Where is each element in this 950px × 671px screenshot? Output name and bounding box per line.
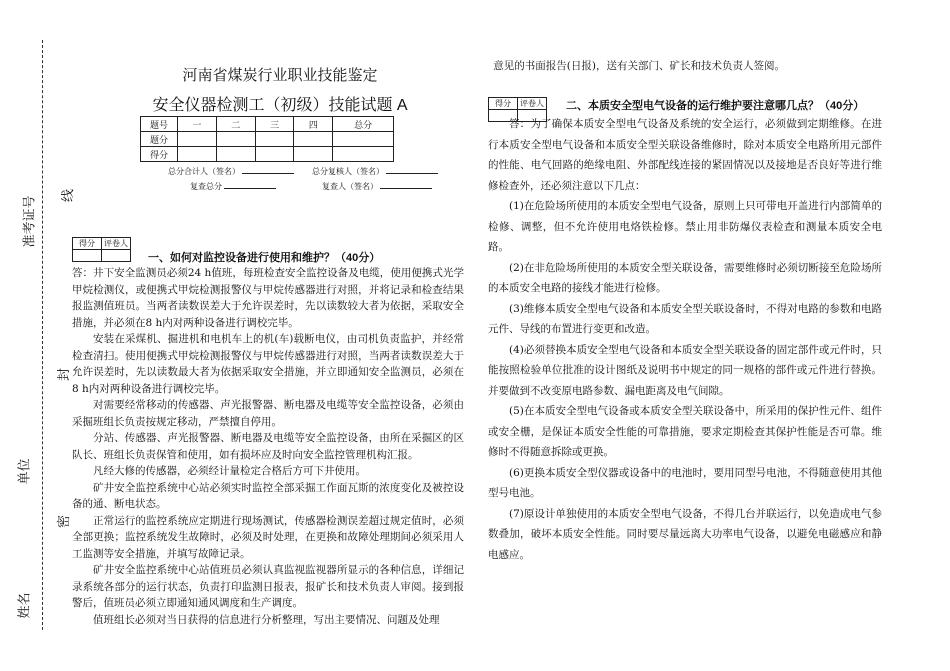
q1-paragraph: 值班组长必须对当日获得的信息进行分析整理，写出主要情况、问题及处理: [93, 613, 440, 626]
score-row-label: 题分: [141, 132, 178, 147]
q1-paragraph: 矿井安全监控系统中心站必须实时监控全部采掘工作面瓦斯的浓度变化及被控设备的通、断电状态。: [72, 481, 464, 510]
score-table-row: [141, 147, 394, 162]
binding-dashed-line: [42, 40, 43, 630]
binding-line-char: 线: [60, 188, 76, 203]
unit-label: 单位: [16, 458, 32, 485]
grader-name-label: 评卷人: [102, 238, 131, 250]
exam-title: 安全仪器检测工（初级）技能试题 A: [152, 97, 408, 114]
q1-paragraph: 矿井安全监控系统中心站值班员必须认真监视监视器所显示的各种信息，详细记录系统各部分的运行状态，负责打印监测日报表，报矿长和技术负责人审阅。接到报警后，值班员必须立即通知通风调度和生产调度。: [72, 564, 464, 609]
score-row-label: 得分: [141, 147, 178, 162]
q1-paragraph: 正常运行的监控系统应定期进行现场测试，传感器检测误差超过规定值时，必须全部更换；监控系统发生故障时，必须及时处理，在更换和故障处理期间必须采用人工监测等安全措施，并填写故障记录。: [72, 514, 464, 560]
grader-name-cell: [102, 250, 131, 262]
q1-paragraph: 答：井下安全监测员必须24 h值班，每班检查安全监控设备及电缆，使用便携式光学甲烷检测仪，或便携式甲烷检测报警仪与甲烷传感器进行对照，并将记录和检查结果报监测值班员。当两者读数误差大于允许误差时，先以读数较大者为依据，采取安全措施，并必须在8 h内对两种设备进行调校完毕。: [72, 267, 464, 329]
q2-point: (5)在本质安全型电气设备或本质安全型关联设备中，所采用的保护性元件、组件或安全栅，是保证本质安全性能的可靠措施，要求定期检查其保护性能是否可靠。维修时不得随意拆除或更换。: [488, 405, 882, 458]
score-col-label: 二: [216, 117, 255, 132]
score-col-label: 题号: [141, 117, 178, 132]
q1-heading: 一、如何对监控设备进行使用和维护？（40分）: [148, 252, 381, 264]
score-cell: [178, 147, 217, 162]
score-col-label: 总分: [333, 117, 394, 132]
signature-label: 复查人（签名）: [322, 182, 378, 191]
signature-label: 总分合计人（签名）: [168, 167, 240, 176]
score-cell: [255, 132, 294, 147]
score-cell: [255, 147, 294, 162]
signature-line: [224, 180, 276, 189]
score-col-label: 一: [178, 117, 217, 132]
org-title: 河南省煤炭行业职业技能鉴定: [182, 67, 378, 84]
q1-paragraph: 分站、传感器、声光报警器、断电器及电缆等安全监控设备，由所在采掘区的区队长、班组长负责保管和使用，如有损坏应及时向安全监控管理机构汇报。: [72, 432, 464, 461]
exam-number-label: 准考证号: [21, 195, 37, 248]
grader-score-label: 得分: [489, 98, 518, 110]
q2-heading: 二、本质安全型电气设备的运行维护要注意哪几点？（40分）: [566, 100, 865, 112]
q2-point: (7)原设计单独使用的本质安全型电气设备，不得几台并联运行，以免造成电气参数叠加，破坏本质安全性能。同时要尽量远离大功率电气设备，以避免电磁感应和静电感应。: [488, 507, 882, 561]
score-cell: [294, 147, 333, 162]
grader-score-label: 得分: [73, 238, 102, 250]
review-total-signature: [190, 180, 276, 192]
q2-intro: 答：为了确保本质安全型电气设备及系统的安全运行，必须做到定期维修。在进行本质安全型电气设备和本质安全型关联设备维修时，除对本质安全电路所用元部件的性能、电气回路的绝缘电阻、外部配线连接的紧固情况以及接地是否良好等进行维修检查外，还必须注意以下几点：: [488, 118, 882, 192]
score-col-label: 三: [255, 117, 294, 132]
q2-point: (6)更换本质安全型仪器或设备中的电池时，要用同型号电池，不得随意使用其他型号电池。: [488, 466, 882, 499]
q1-paragraph: 对需要经常移动的传感器、声光报警器、断电器及电缆等安全监控设备，必须由采掘班组长负责按规定移动，严禁擅自停用。: [72, 399, 464, 428]
score-table-header-row: [141, 117, 394, 132]
score-col-label: 四: [294, 117, 333, 132]
q2-point: (4)必须替换本质安全型电气设备和本质安全型关联设备的固定部件或元件时，只能按照检验单位批准的设计图纸及说明书中规定的同一规格的部件或元件进行替换。并要做到不改变原电路参数、漏电距离及电气间隙。: [488, 343, 882, 397]
binding-seal-char: 封: [56, 367, 72, 382]
signature-line: [242, 165, 294, 174]
grader-name-label: 评卷人: [518, 98, 547, 110]
q1-paragraph: 凡经大修的传感器，必须经计量检定合格后方可下井使用。: [93, 465, 366, 477]
q1-answer: [72, 265, 464, 628]
score-cell: [216, 147, 255, 162]
q1-continued-text: 意见的书面报告(日报)，送有关部门、矿长和技术负责人签阅。: [493, 60, 785, 72]
q2-point: (1)在危险场所使用的本质安全型电气设备，原则上只可带电开盖进行内部简单的检修、调整，但不允许使用电烙铁检修。禁止用非防爆仪表检查和测量本质安全电路。: [488, 200, 882, 253]
total-counter-signature: [168, 165, 294, 177]
q2-point: (3)维修本质安全型电气设备和本质安全型关联设备时，不得对电路的参数和电路元件、导线的布置进行变更和改造。: [488, 302, 882, 335]
binding-secret-char: 密: [56, 514, 72, 529]
score-table: [140, 116, 394, 162]
q2-point: (2)在非危险场所使用的本质安全型关联设备，需要维修时必须切断接至危险场所的本质安全电路的接线才能进行检修。: [488, 261, 882, 294]
q2-answer: [488, 114, 882, 565]
score-table-row: [141, 132, 394, 147]
q1-paragraph: 安装在采煤机、掘进机和电机车上的机(车)载断电仪，由司机负责监护，并经常检查清扫。使用便携式甲烷检测报警仪与甲烷传感器进行对照，当两者读数误差大于允许误差时，先以读数最大者为依据采取安全措施，并立即通知安全监测员，必须在8 h内对两种设备进行调校完毕。: [72, 333, 464, 395]
reviewer-signature: [322, 180, 432, 192]
score-cell: [294, 132, 333, 147]
name-label: 姓名: [16, 592, 32, 619]
total-reviewer-signature: [312, 165, 438, 177]
score-cell: [333, 147, 394, 162]
q1-grader-box: [72, 237, 131, 262]
signature-label: 复查总分: [190, 182, 222, 191]
score-cell: [216, 132, 255, 147]
score-cell: [178, 132, 217, 147]
signature-line: [386, 165, 438, 174]
signature-label: 总分复核人（签名）: [312, 167, 384, 176]
signature-line: [380, 180, 432, 189]
grader-score-cell: [73, 250, 102, 262]
score-cell: [333, 132, 394, 147]
